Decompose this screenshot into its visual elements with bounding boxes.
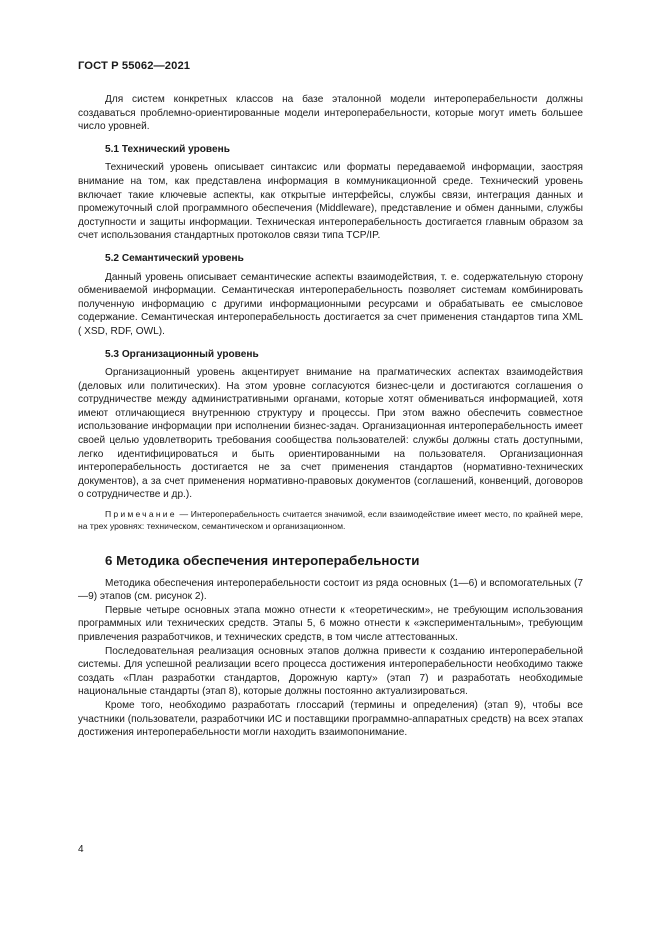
intro-paragraph: Для систем конкретных классов на базе эталонной модели интероперабельности должны создаваться проблемно-ориентированные модели интероперабельности, которые могут иметь большее число уровней.	[78, 94, 583, 133]
page-number: 4	[78, 844, 84, 855]
document-body	[78, 93, 583, 740]
chapter-6-paragraph: Кроме того, необходимо разработать глоссарий (термины и определения) (этап 9), чтобы все участники (пользователи, разработчики ИС и поставщики программно-аппаратных средств) на всех этапах достижения интероперабельности могли находить взаимопонимание.	[78, 699, 583, 739]
chapter-6-paragraph: Последовательная реализация основных этапов должна привести к созданию интероперабельной системы. Для успешной реализации всего процесса достижения интероперабельности необходимо также создать «План разработки стандартов, Дорожную карту» (этап 7) и разработать необходимые национальные стандарты (этап 8), которые должны постоянно актуализироваться.	[78, 645, 583, 698]
chapter-6-paragraph: Методика обеспечения интероперабельности состоит из ряда основных (1—6) и вспомогательных (7—9) этапов (см. рисунок 2).	[78, 577, 583, 603]
section-5-1-heading: 5.1 Технический уровень	[105, 143, 230, 155]
standard-header: ГОСТ Р 55062—2021	[78, 60, 191, 72]
section-5-3-paragraph: Организационный уровень акцентирует внимание на прагматических аспектах взаимодействия (деловых или политических). На этом уровне согласуются бизнес-цели и достигаются соглашения о сотрудничестве между административными органами, которые хотят обмениваться информацией, хотя имеют отличающиеся внутреннюю структуру и процессы. При этом важно обеспечить совместное использование информации при исполнении бизнес-задач. Организационная интероперабельность имеет своей целью удовлетворить требования сообщества пользователей: службы должны стать доступными, легко идентифицироваться и быть ориентированными на пользователя. Организационная интероперабельность достигается не за счет применения стандартов (нормативно-технических документов), а за счет применения нормативно-правовых документов (соглашений, конвенций, договоров о сотрудничестве и др.).	[78, 367, 583, 501]
note-label: Примечание	[105, 509, 177, 520]
chapter-6-heading: 6 Методика обеспечения интероперабельности	[105, 553, 420, 569]
section-5-2-heading: 5.2 Семантический уровень	[105, 252, 244, 264]
section-5-1-paragraph: Технический уровень описывает синтаксис или форматы передаваемой информации, заостряя внимание на том, как представлена информация в коммуникационной среде. Технический уровень включает такие ключевые аспекты, как открытые интерфейсы, службы связи, интеграция данных и промежуточный слой программного обеспечения (Middleware), представление и обмен данными, службы доступности и защиты информации. Техническая интероперабельность достигается главным образом за счет использования стандартных протоколов связи типа TCP/IP.	[78, 162, 583, 242]
note-text: — Интероперабельность считается значимой, если взаимодействие имеет место, по крайней мере, на трех уровнях: техническом, семантическом и организационном.	[78, 509, 583, 532]
section-5-3-heading: 5.3 Организационный уровень	[105, 348, 259, 360]
chapter-6-paragraph: Первые четыре основных этапа можно отнести к «теоретическим», не требующим использования программных или технических средств. Этапы 5, 6 можно отнести к «экспериментальным», требующим привлечения разработчиков, и технических средств, в том числе аттестованных.	[78, 604, 583, 643]
note-block	[78, 508, 583, 532]
section-5-2-paragraph: Данный уровень описывает семантические аспекты взаимодействия, т. е. содержательную сторону обмениваемой информации. Семантическая интероперабельность позволяет системам комбинировать полученную информацию с другими информационными ресурсами и обрабатывать ее смысловое содержание. Семантическая интероперабельность достигается за счет применения стандартов типа XML ( XSD, RDF, OWL).	[78, 271, 583, 337]
